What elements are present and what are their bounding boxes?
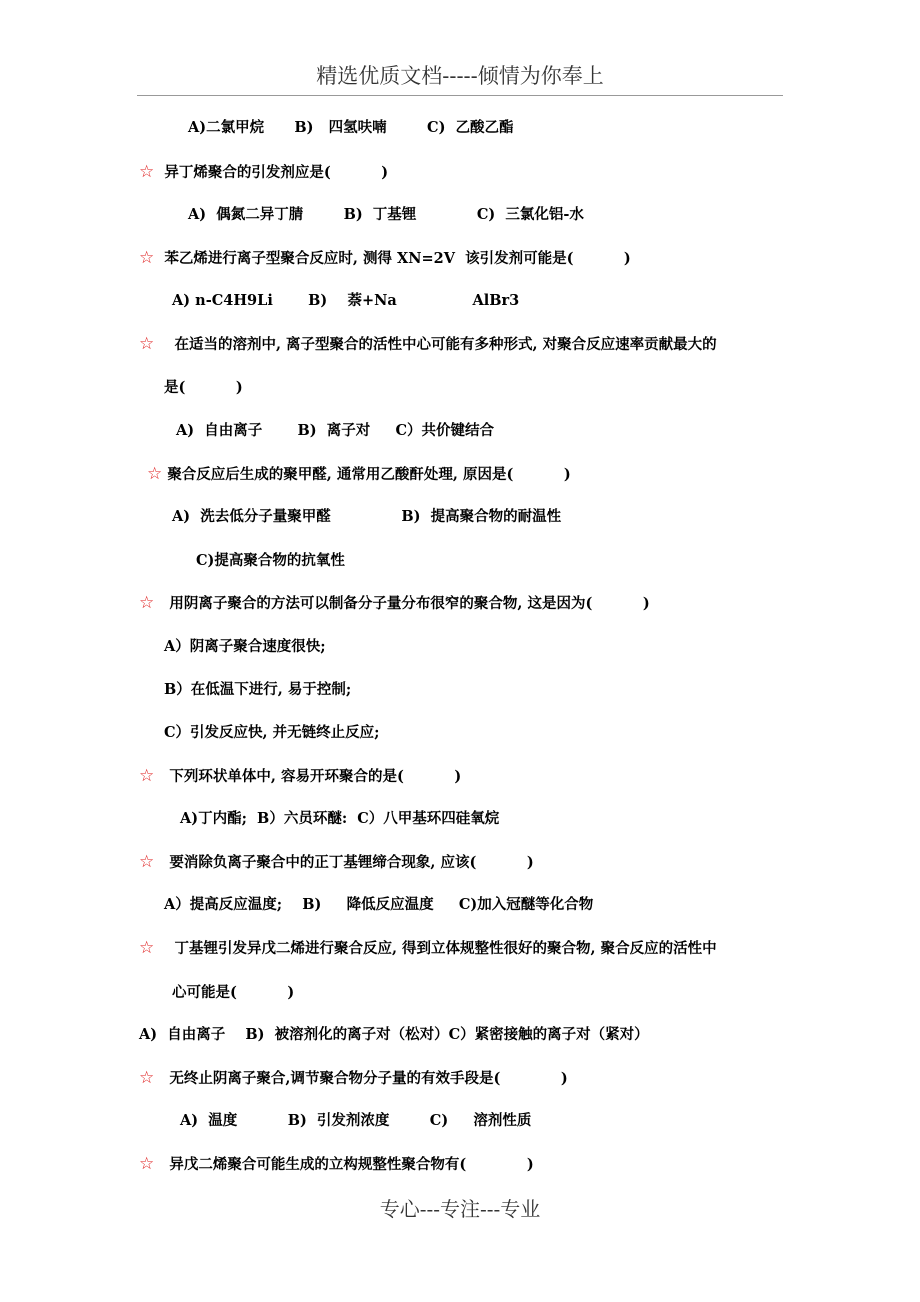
line-text: 异戊二烯聚合可能生成的立构规整性聚合物有( ) bbox=[169, 1156, 534, 1173]
page-header-title: 精选优质文档-----倾情为你奉上 bbox=[316, 64, 604, 88]
question-line-3 bbox=[139, 248, 631, 269]
line-text: A) 洗去低分子量聚甲醛 B) 提高聚合物的耐温性 bbox=[172, 508, 562, 525]
line-text: A) 偶氮二异丁腈 B) 丁基锂 C) 三氯化铝-水 bbox=[188, 206, 584, 223]
line-text: A)丁内酯; B）六员环醚: C）八甲基环四硅氧烷 bbox=[180, 810, 500, 827]
line-text: A) n-C4H9Li B) 萘+Na AlBr3 bbox=[172, 292, 520, 309]
line-text: 心可能是( ) bbox=[172, 984, 295, 1001]
line-text: 用阴离子聚合的方法可以制备分子量分布很窄的聚合物, 这是因为( ) bbox=[169, 595, 650, 612]
header-divider bbox=[137, 95, 783, 96]
line-text: 是( ) bbox=[164, 379, 243, 396]
line-text: 下列环状单体中, 容易开环聚合的是( ) bbox=[169, 768, 462, 785]
star-icon: ☆ bbox=[139, 852, 155, 872]
line-text: A) 自由离子 B) 被溶剂化的离子对（松对）C）紧密接触的离子对（紧对） bbox=[139, 1026, 649, 1043]
line-18 bbox=[164, 895, 593, 915]
question-line-24 bbox=[139, 1154, 534, 1175]
question-line-8 bbox=[147, 464, 571, 485]
line-text: 无终止阴离子聚合,调节聚合物分子量的有效手段是( ) bbox=[169, 1070, 568, 1087]
line-text: A) 温度 B) 引发剂浓度 C) 溶剂性质 bbox=[180, 1112, 532, 1129]
line-10 bbox=[196, 551, 345, 571]
star-icon: ☆ bbox=[139, 334, 155, 354]
star-icon: ☆ bbox=[139, 162, 155, 182]
line-text: A）提高反应温度; B) 降低反应温度 C)加入冠醚等化合物 bbox=[164, 896, 594, 913]
line-text: C）引发反应快, 并无链终止反应; bbox=[164, 724, 380, 741]
star-icon: ☆ bbox=[139, 1154, 155, 1174]
line-20 bbox=[172, 983, 294, 1003]
line-text: 异丁烯聚合的引发剂应是( ) bbox=[164, 164, 389, 181]
line-text: 苯乙烯进行离子型聚合反应时, 测得 XN=2V 该引发剂可能是( ) bbox=[164, 250, 631, 267]
line-text: 丁基锂引发异戊二烯进行聚合反应, 得到立体规整性很好的聚合物, 聚合反应的活性中 bbox=[174, 940, 717, 957]
line-23 bbox=[180, 1111, 531, 1131]
star-icon: ☆ bbox=[139, 1068, 155, 1088]
line-text: 要消除负离子聚合中的正丁基锂缔合现象, 应该( ) bbox=[169, 854, 534, 871]
question-line-15 bbox=[139, 766, 461, 787]
line-text: 聚合反应后生成的聚甲醛, 通常用乙酸酐处理, 原因是( ) bbox=[167, 466, 571, 483]
line-text: B）在低温下进行, 易于控制; bbox=[164, 681, 352, 698]
line-7 bbox=[176, 421, 494, 441]
line-text: 在适当的溶剂中, 离子型聚合的活性中心可能有多种形式, 对聚合反应速率贡献最大的 bbox=[174, 336, 717, 353]
question-line-5 bbox=[139, 334, 717, 355]
line-text: C)提高聚合物的抗氧性 bbox=[196, 552, 345, 569]
line-text: A)二氯甲烷 B) 四氢呋喃 C) 乙酸乙酯 bbox=[188, 119, 514, 136]
question-line-11 bbox=[139, 593, 650, 614]
line-13 bbox=[164, 680, 351, 700]
line-9 bbox=[172, 507, 561, 527]
line-0 bbox=[188, 118, 514, 138]
star-icon: ☆ bbox=[147, 464, 163, 484]
line-12 bbox=[164, 637, 326, 657]
line-14 bbox=[164, 723, 380, 743]
line-text: A）阴离子聚合速度很快; bbox=[164, 638, 326, 655]
star-icon: ☆ bbox=[139, 248, 155, 268]
star-icon: ☆ bbox=[139, 938, 155, 958]
question-line-22 bbox=[139, 1068, 568, 1089]
star-icon: ☆ bbox=[139, 593, 155, 613]
page-footer-text: 专心---专注---专业 bbox=[379, 1197, 541, 1221]
question-line-17 bbox=[139, 852, 534, 873]
line-text: A) 自由离子 B) 离子对 C）共价键结合 bbox=[176, 422, 495, 439]
line-2 bbox=[188, 205, 584, 225]
question-line-19 bbox=[139, 938, 717, 959]
question-line-1 bbox=[139, 162, 388, 183]
line-6 bbox=[164, 378, 243, 398]
line-16 bbox=[180, 809, 499, 829]
line-4 bbox=[172, 291, 519, 311]
star-icon: ☆ bbox=[139, 766, 155, 786]
line-21 bbox=[139, 1025, 649, 1045]
